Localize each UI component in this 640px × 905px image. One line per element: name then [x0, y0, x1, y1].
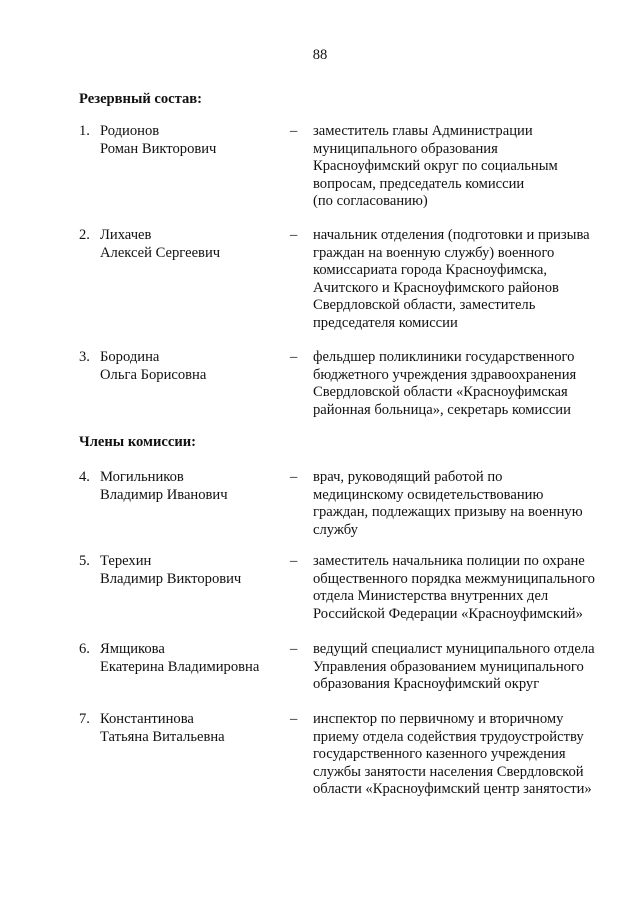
- role-line: председателя комиссии: [313, 314, 458, 331]
- role-line: приему отдела содействия трудоустройству: [313, 728, 584, 745]
- role-line: граждан, подлежащих призыву на военную: [313, 504, 583, 521]
- role-line: вопросам, председатель комиссии: [313, 175, 525, 192]
- entry-role: [313, 641, 613, 694]
- role-line: Красноуфимский округ по социальным: [313, 158, 558, 175]
- surname: Могильников: [100, 469, 184, 485]
- page-number: 88: [312, 47, 328, 63]
- dash: –: [290, 349, 298, 365]
- role-line: Управления образованием муниципального: [313, 658, 584, 675]
- entry-7: [79, 711, 619, 831]
- role-line: (по согласованию): [313, 193, 428, 210]
- entry-number: 4.: [79, 469, 90, 485]
- entry-number: 5.: [79, 553, 90, 569]
- role-line: врач, руководящий работой по: [313, 469, 503, 485]
- role-line: службы занятости населения Свердловской: [313, 763, 584, 780]
- entry-number: 6.: [79, 641, 90, 657]
- role-line: области «Красноуфимский центр занятости»: [313, 781, 592, 798]
- role-line: начальник отделения (подготовки и призыва: [313, 227, 590, 243]
- entry-number: 7.: [79, 711, 90, 727]
- reserve-heading: Резервный состав:: [79, 91, 203, 107]
- role-line: фельдшер поликлиники государственного: [313, 349, 575, 365]
- entry-name: [100, 711, 290, 746]
- entry-role: [313, 469, 613, 539]
- given-names: Владимир Викторович: [100, 570, 242, 587]
- role-line: службу: [313, 521, 358, 538]
- surname: Константинова: [100, 711, 194, 727]
- surname: Лихачев: [100, 227, 152, 243]
- given-names: Алексей Сергеевич: [100, 244, 221, 261]
- role-line: Российской Федерации «Красноуфимский»: [313, 605, 583, 622]
- role-line: общественного порядка межмуниципального: [313, 570, 595, 587]
- entry-2: [79, 227, 619, 347]
- role-line: медицинскому освидетельствованию: [313, 486, 544, 503]
- role-line: Свердловской области, заместитель: [313, 297, 536, 314]
- role-line: отдела Министерства внутренних дел: [313, 588, 549, 605]
- given-names: Владимир Иванович: [100, 486, 228, 503]
- surname: Бородина: [100, 349, 160, 365]
- role-line: граждан на военную службу) военного: [313, 244, 555, 261]
- role-line: бюджетного учреждения здравоохранения: [313, 366, 577, 383]
- entry-role: [313, 227, 613, 333]
- entry-role: [313, 711, 613, 799]
- dash: –: [290, 469, 298, 485]
- dash: –: [290, 711, 298, 727]
- dash: –: [290, 123, 298, 139]
- entry-name: [100, 553, 290, 588]
- role-line: комиссариата города Красноуфимска,: [313, 262, 547, 279]
- role-line: образования Красноуфимский округ: [313, 676, 540, 693]
- given-names: Ольга Борисовна: [100, 366, 207, 383]
- entry-role: [313, 123, 613, 211]
- entry-number: 1.: [79, 123, 90, 139]
- entry-name: [100, 469, 290, 504]
- dash: –: [290, 641, 298, 657]
- role-line: муниципального образования: [313, 140, 498, 157]
- role-line: Ачитского и Красноуфимского районов: [313, 279, 559, 296]
- given-names: Татьяна Витальевна: [100, 728, 225, 745]
- members-heading: Члены комиссии:: [79, 434, 197, 450]
- entry-1: [79, 123, 619, 243]
- role-line: заместитель начальника полиции по охране: [313, 553, 585, 569]
- entry-role: [313, 553, 613, 623]
- entry-name: [100, 227, 290, 262]
- entry-name: [100, 123, 290, 158]
- entry-number: 3.: [79, 349, 90, 365]
- role-line: ведущий специалист муниципального отдела: [313, 641, 595, 657]
- role-line: районная больница», секретарь комиссии: [313, 401, 571, 418]
- given-names: Роман Викторович: [100, 140, 217, 157]
- entry-name: [100, 641, 290, 676]
- role-line: инспектор по первичному и вторичному: [313, 711, 564, 727]
- surname: Родионов: [100, 123, 160, 139]
- entry-name: [100, 349, 290, 384]
- entry-role: [313, 349, 613, 419]
- surname: Ямщикова: [100, 641, 165, 657]
- role-line: государственного казенного учреждения: [313, 746, 566, 763]
- role-line: Свердловской области «Красноуфимская: [313, 384, 568, 401]
- given-names: Екатерина Владимировна: [100, 658, 260, 675]
- entry-number: 2.: [79, 227, 90, 243]
- dash: –: [290, 553, 298, 569]
- surname: Терехин: [100, 553, 152, 569]
- role-line: заместитель главы Администрации: [313, 123, 533, 139]
- dash: –: [290, 227, 298, 243]
